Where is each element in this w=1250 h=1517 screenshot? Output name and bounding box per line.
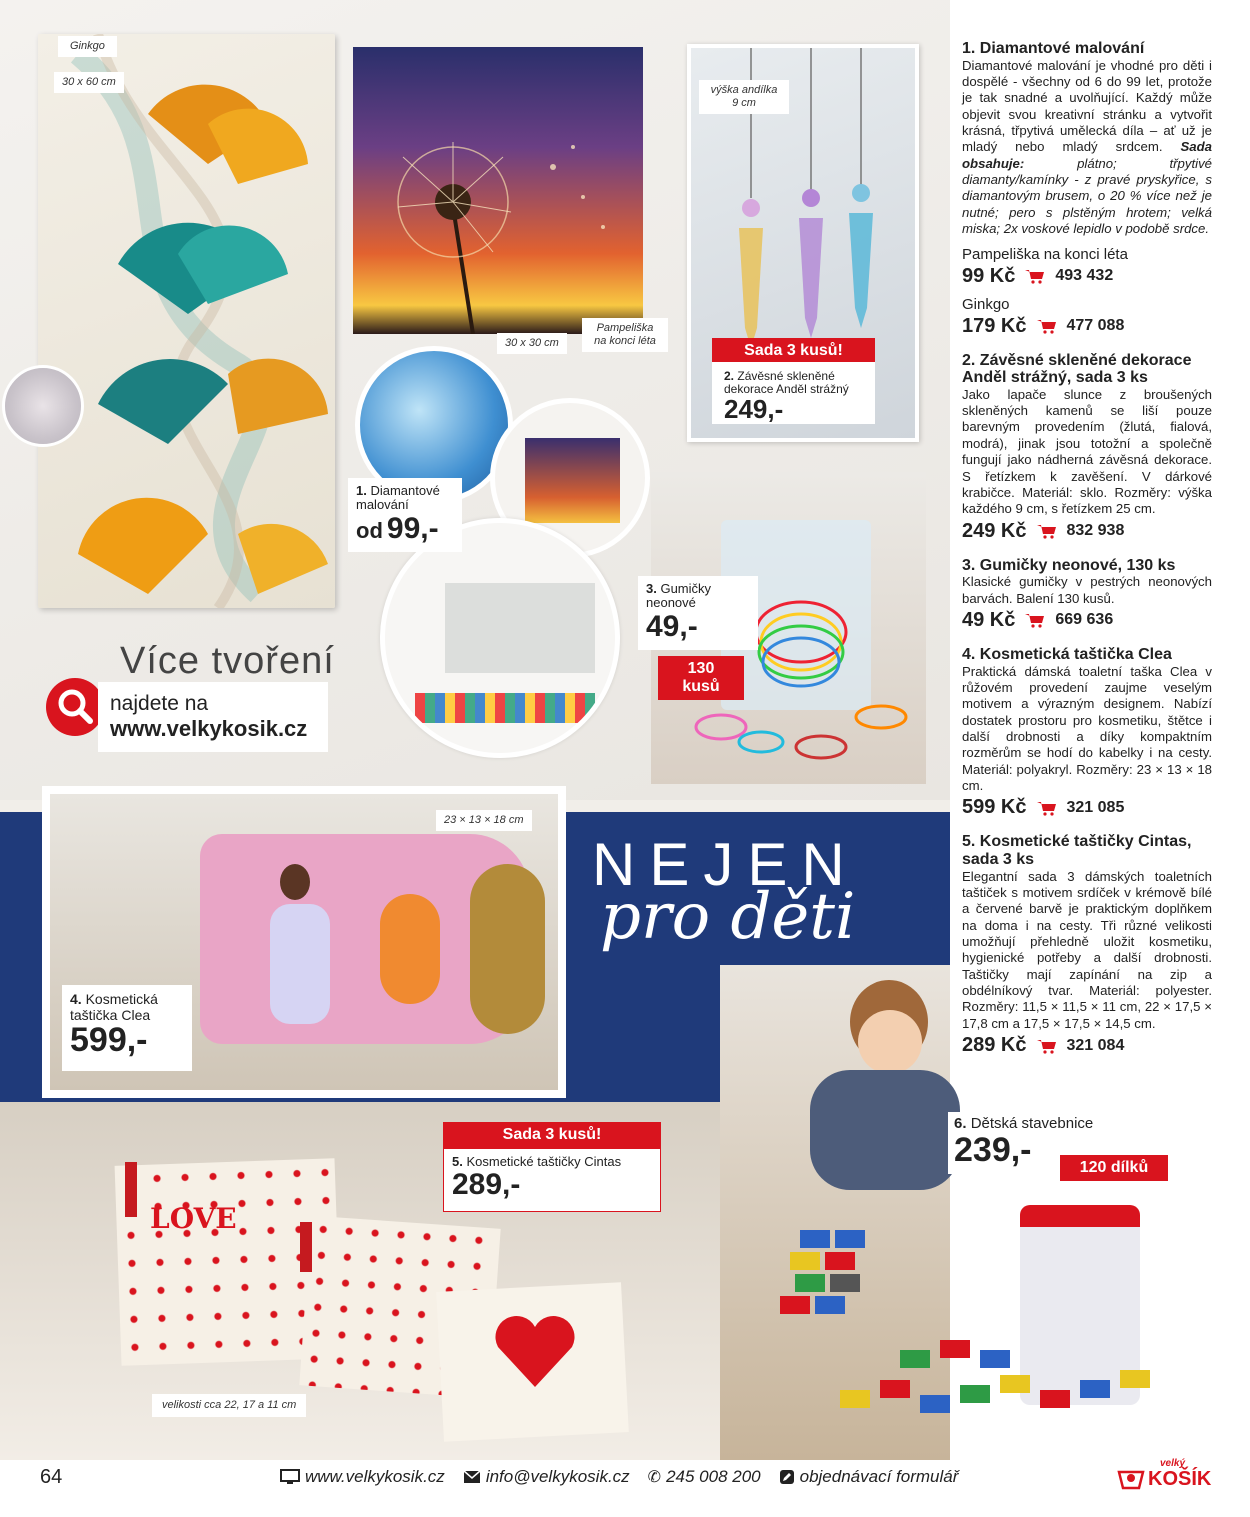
- diamond-prefix: od: [356, 517, 383, 543]
- footer-form[interactable]: [779, 1467, 959, 1487]
- diamond-price-box: [348, 478, 462, 552]
- rubber-num: 3.: [646, 581, 657, 596]
- footer-phone-number[interactable]: 245 008 200: [666, 1467, 761, 1486]
- product-1-variant-2-name: Ginkgo: [962, 295, 1010, 313]
- footer-email-link[interactable]: info@velkykosik.cz: [485, 1467, 630, 1486]
- promo-box[interactable]: [98, 682, 328, 752]
- cart-icon[interactable]: [1037, 800, 1057, 816]
- product-2-price-row: [962, 520, 1212, 543]
- product-2-title: 2. Závěsné skleněné dekorace Anděl strážný, sada 3 ks: [962, 351, 1192, 387]
- product-1-variant-1-price-row: [962, 265, 1212, 288]
- product-3-price-row: [962, 609, 1212, 632]
- logo-big-text: KOŠÍK: [1148, 1468, 1212, 1490]
- page-number: 64: [40, 1465, 63, 1488]
- cart-icon[interactable]: [1025, 612, 1045, 628]
- ginkgo-canvas-image: [38, 34, 335, 608]
- product-4-price-row: [962, 796, 1212, 819]
- product-4-title: 4. Kosmetická taštička Clea: [962, 645, 1172, 663]
- promo-line1: najdete na: [110, 692, 209, 715]
- cintas-size-note: velikosti cca 22, 17 a 11 cm: [152, 1394, 306, 1417]
- angel-name: Závěsné skleněné dekorace Anděl strážný: [724, 369, 849, 397]
- cintas-price-box: [443, 1148, 661, 1212]
- angel-num: 2.: [724, 369, 735, 383]
- basket-icon: [1116, 1464, 1146, 1492]
- angel-price-box: [712, 362, 875, 424]
- product-4-code: 321 085: [1066, 798, 1125, 816]
- blocks-price: 239,-: [954, 1130, 1032, 1169]
- blocks-num: 6.: [954, 1115, 967, 1132]
- diamond-num: 1.: [356, 483, 367, 498]
- product-4-price: 599 Kč: [962, 796, 1027, 819]
- blocks-name: Dětská stavebnice: [970, 1115, 1094, 1132]
- product-3-price: 49 Kč: [962, 608, 1016, 631]
- ginkgo-size-tag: 30 x 60 cm: [54, 72, 124, 93]
- cart-icon[interactable]: [1025, 268, 1045, 284]
- product-1-variant-1-name: Pampeliška na konci léta: [962, 245, 1128, 263]
- product-1-variant-2-price-row: [962, 315, 1212, 338]
- diamond-contents-circle: [380, 518, 620, 758]
- promo-link[interactable]: www.velkykosik.cz: [110, 716, 308, 741]
- footer-phone[interactable]: [648, 1467, 761, 1487]
- dandelion-canvas-image: [353, 47, 643, 334]
- dandelion-size-tag: 30 x 30 cm: [497, 333, 567, 354]
- product-5-code: 321 084: [1066, 1036, 1125, 1054]
- product-1-desc: Diamantové malování je vhodné pro děti i dospělé - všechny od 6 do 99 let, protože je tak snadné a uvolňující. Každý může objevit svou kreativní stránku a vytvořit krásná, třpytivá umělecká díla – ať už je mladý nebo mladý srdcem. Sada obsahuje: plátno; třpytivé diamanty/kamínky - z pravé pryskyřice, s diamantovým brusem, o 20 % více než je nutné; pero s plstěným hrotem; velká miska; 2x voskové lepidlo v podobě srdce.: [962, 57, 1212, 237]
- rubber-count-badge: 130 kusů: [658, 656, 744, 700]
- rubber-name: Gumičky neonové: [646, 581, 712, 611]
- child-figure: [830, 980, 950, 1150]
- envelope-icon: [463, 1470, 481, 1484]
- product-2-code: 832 938: [1066, 522, 1125, 540]
- monitor-icon: [280, 1469, 300, 1485]
- footer-email[interactable]: [463, 1467, 630, 1487]
- blocks-count-badge: 120 dílků: [1060, 1155, 1168, 1181]
- velky-kosik-logo: [1116, 1458, 1216, 1494]
- cart-icon[interactable]: [1037, 523, 1057, 539]
- cintas-num: 5.: [452, 1154, 463, 1169]
- footer-web[interactable]: [280, 1467, 445, 1487]
- promo-title: Více tvoření: [120, 640, 335, 682]
- angel-set-badge: Sada 3 kusů!: [712, 338, 875, 364]
- product-1-variant-2-price: 179 Kč: [962, 314, 1027, 337]
- logo-small-text: velký: [1160, 1458, 1186, 1469]
- product-2-price: 249 Kč: [962, 519, 1027, 542]
- product-3-title: 3. Gumičky neonové, 130 ks: [962, 556, 1176, 574]
- diamond-price: 99,-: [386, 511, 439, 545]
- bag-love-text: LOVE: [150, 1202, 237, 1235]
- product-3-desc: Klasické gumičky v pestrých neonových barvách. Balení 130 kusů.: [962, 574, 1212, 606]
- ginkgo-label: Ginkgo: [58, 36, 117, 57]
- product-1-variant-1-code: 493 432: [1055, 267, 1114, 285]
- clea-price-box: [62, 985, 192, 1071]
- cart-icon[interactable]: [1037, 1038, 1057, 1054]
- product-2: [962, 352, 1212, 543]
- clea-name: Kosmetická taštička Clea: [70, 991, 158, 1024]
- footer: [40, 1462, 1220, 1492]
- dandelion-label: Pampeliška na konci léta: [582, 318, 668, 352]
- product-5-price-row: [962, 1034, 1212, 1057]
- product-5-title: 5. Kosmetické taštičky Cintas, sada 3 ks: [962, 833, 1192, 868]
- clea-price: 599,-: [70, 1021, 148, 1060]
- product-5: [962, 833, 1212, 1057]
- clea-size-tag: 23 × 13 × 18 cm: [436, 810, 532, 831]
- pencil-icon: [779, 1469, 795, 1485]
- product-descriptions: [962, 40, 1212, 1071]
- rubber-price: 49,-: [646, 609, 698, 643]
- footer-web-link[interactable]: www.velkykosik.cz: [305, 1467, 445, 1486]
- product-1: [962, 40, 1212, 338]
- product-2-desc: Jako lapače slunce z broušených skleněných kamenů se liší pouze barevným provedením (žlutá, fialová, modrá), jinak jsou totožní a společně fungují jako nádherná závěsná dekorace. S řetízkem k zavěšení. V dárkové krabičce. Materiál: sklo. Rozměry: výška každého 9 cm, s řetízkem 25 cm.: [962, 386, 1212, 517]
- product-1-title: 1. Diamantové malování: [962, 40, 1145, 57]
- banner-line1: NEJEN: [592, 831, 859, 898]
- product-3: [962, 557, 1212, 632]
- product-4-desc: Praktická dámská toaletní taška Clea v růžovém provedení zaujme veselým motivem a výrazným designem. Nabízí dostatek prostoru pro kosmetiku, štětce i další drobnosti a díky kompaktním rozměrům se hodí do kabelky i na cesty. Materiál: polyakryl. Rozměry: 23 × 13 × 18 cm.: [962, 663, 1212, 794]
- product-3-code: 669 636: [1055, 611, 1114, 629]
- search-icon: [46, 678, 104, 736]
- cintas-name: Kosmetické taštičky Cintas: [466, 1154, 622, 1169]
- cintas-price: 289,-: [452, 1168, 521, 1202]
- product-1-variant-2-code: 477 088: [1066, 317, 1125, 335]
- banner-line2: pro děti: [600, 880, 856, 954]
- phone-icon: ✆: [647, 1469, 662, 1486]
- cart-icon[interactable]: [1037, 318, 1057, 334]
- diamond-name: Diamantové malování: [356, 483, 440, 513]
- product-5-price: 289 Kč: [962, 1034, 1027, 1057]
- product-4: [962, 646, 1212, 819]
- angel-height-note: výška andílka 9 cm: [699, 80, 789, 114]
- product-5-desc: Elegantní sada 3 dámských toaletních taštiček s motivem srdíček v krémově bílé a červené barvě je praktickým doplňkem na doma i na cesty. Tři různé velikosti umožňují přehledně uložit kosmetiku, hygienické potřeby a další drobnosti. Taštičky mají zapínání na zip a obdélníkový tvar. Materiál: polyester. Rozměry: 11,5 × 11,5 × 11 cm, 22 × 17,5 × 17,8 cm a 17,5 × 17,5 × 14,5 cm.: [962, 868, 1212, 1031]
- product-1-variant-1-price: 99 Kč: [962, 264, 1016, 287]
- diamond-texture-circle: [2, 365, 84, 447]
- scattered-blocks: [740, 1210, 1210, 1420]
- angel-price: 249,-: [724, 394, 784, 425]
- clea-num: 4.: [70, 991, 82, 1007]
- rubber-price-box: [638, 576, 758, 650]
- cintas-set-badge: Sada 3 kusů!: [443, 1122, 661, 1148]
- footer-form-link[interactable]: objednávací formulář: [799, 1467, 959, 1486]
